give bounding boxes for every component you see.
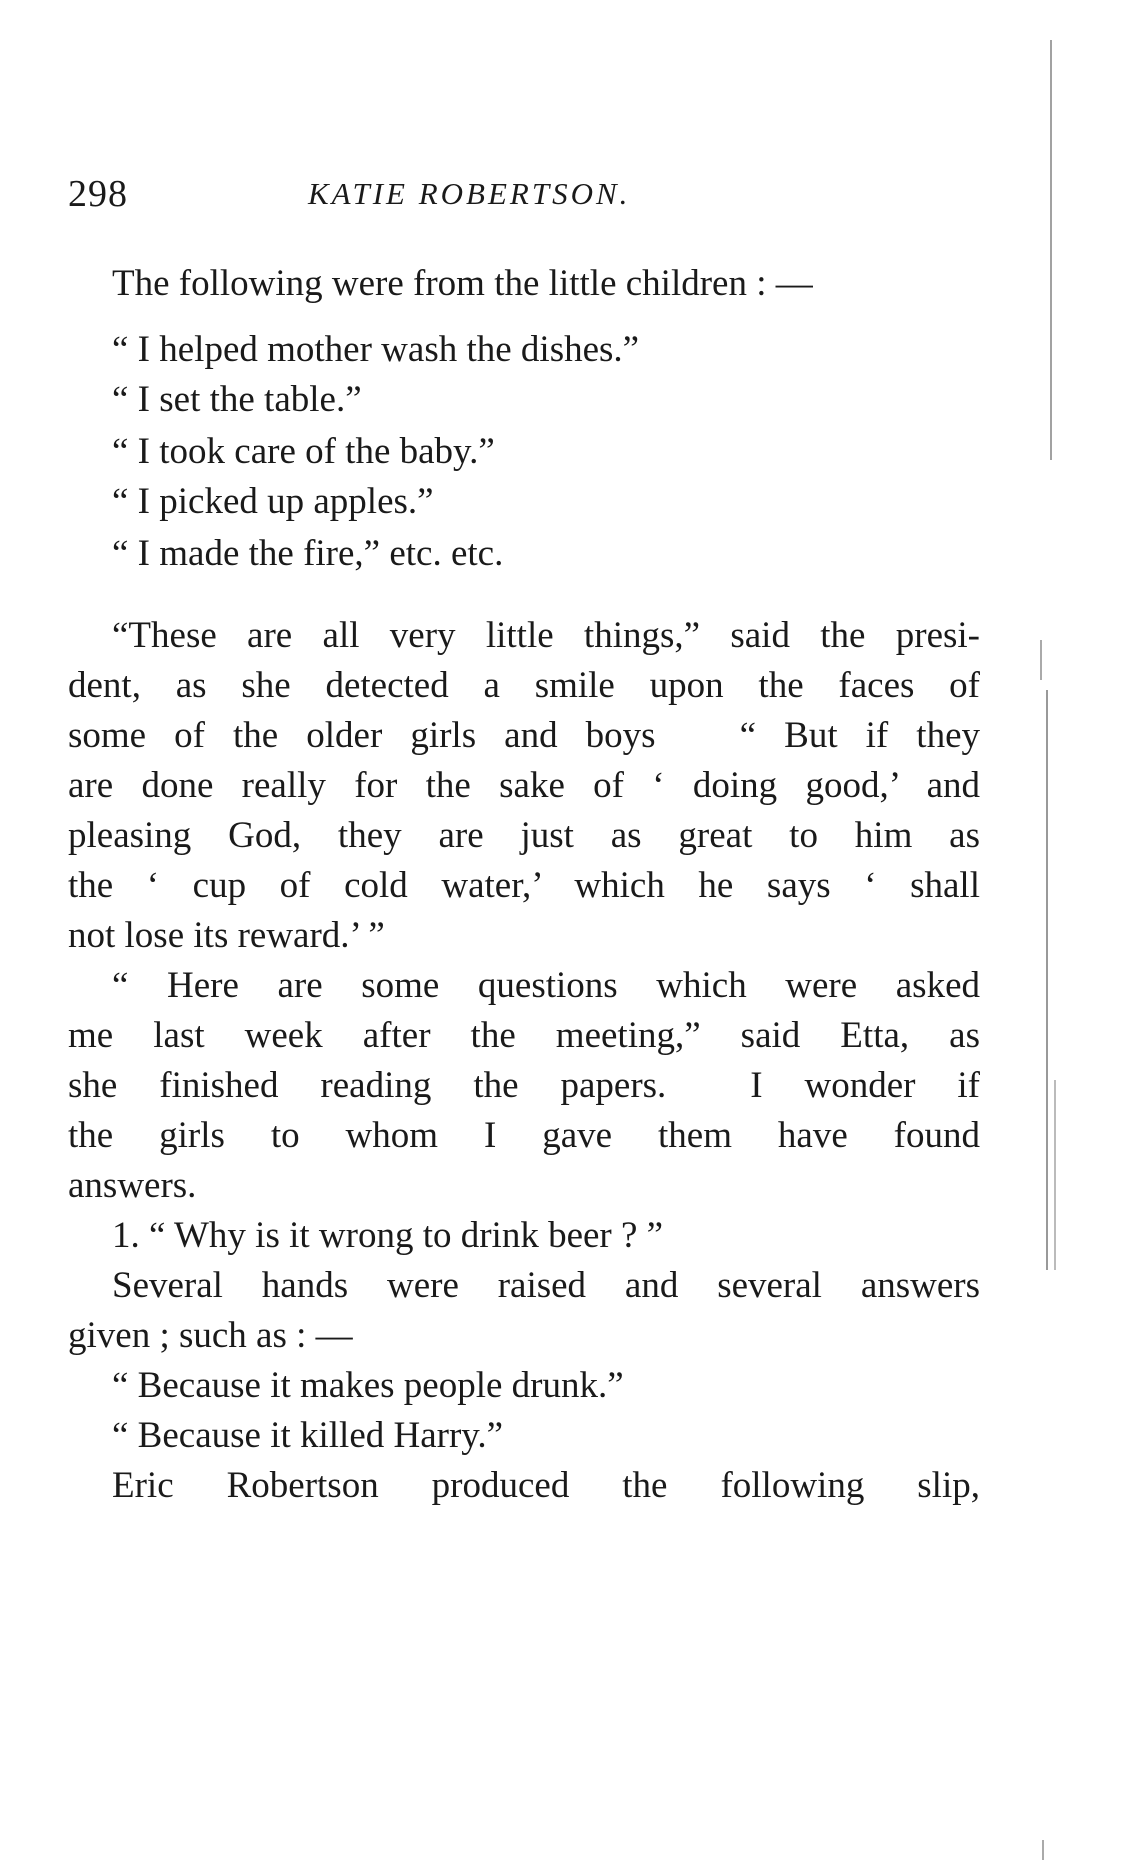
- text-line: given ; such as : —: [68, 1315, 353, 1356]
- text-line: “These are all very little things,” said the presi-: [112, 615, 980, 656]
- scan-mark: [1046, 690, 1048, 1270]
- text-line: “ I made the fire,” etc. etc.: [112, 533, 504, 574]
- scan-mark: [1040, 640, 1042, 680]
- text-line: Eric Robertson produced the following slip,: [112, 1465, 980, 1506]
- text-line: “ I picked up apples.”: [112, 481, 434, 522]
- page-header: [68, 172, 968, 220]
- text-line: The following were from the little children : —: [112, 263, 813, 304]
- text-line: “ I took care of the baby.”: [112, 431, 495, 472]
- scan-mark: [1054, 1080, 1056, 1270]
- text-line: answers.: [68, 1165, 197, 1206]
- text-line: “ Here are some questions which were asked: [112, 965, 980, 1006]
- text-line: she finished reading the papers. I wonder if: [68, 1065, 980, 1106]
- text-line: some of the older girls and boys “ But if they: [68, 715, 980, 756]
- scan-margin-marks: [1010, 0, 1060, 1868]
- text-line: not lose its reward.’ ”: [68, 915, 385, 956]
- text-line: the girls to whom I gave them have found: [68, 1115, 980, 1156]
- text-line: 1. “ Why is it wrong to drink beer ? ”: [112, 1215, 664, 1256]
- text-line: “ I set the table.”: [112, 379, 362, 420]
- running-head: KATIE ROBERTSON.: [308, 176, 631, 211]
- text-line: Several hands were raised and several answers: [112, 1265, 980, 1306]
- text-line: “ I helped mother wash the dishes.”: [112, 329, 640, 370]
- text-line: the ‘ cup of cold water,’ which he says ‘ shall: [68, 865, 980, 906]
- scan-mark: [1042, 1840, 1044, 1860]
- text-line: pleasing God, they are just as great to him as: [68, 815, 980, 856]
- text-line: dent, as she detected a smile upon the faces of: [68, 665, 980, 706]
- text-line: me last week after the meeting,” said Etta, as: [68, 1015, 980, 1056]
- text-line: “ Because it killed Harry.”: [112, 1415, 504, 1456]
- text-line: “ Because it makes people drunk.”: [112, 1365, 624, 1406]
- page-number: 298: [68, 173, 128, 215]
- scan-mark: [1050, 40, 1052, 460]
- text-line: are done really for the sake of ‘ doing good,’ and: [68, 765, 980, 806]
